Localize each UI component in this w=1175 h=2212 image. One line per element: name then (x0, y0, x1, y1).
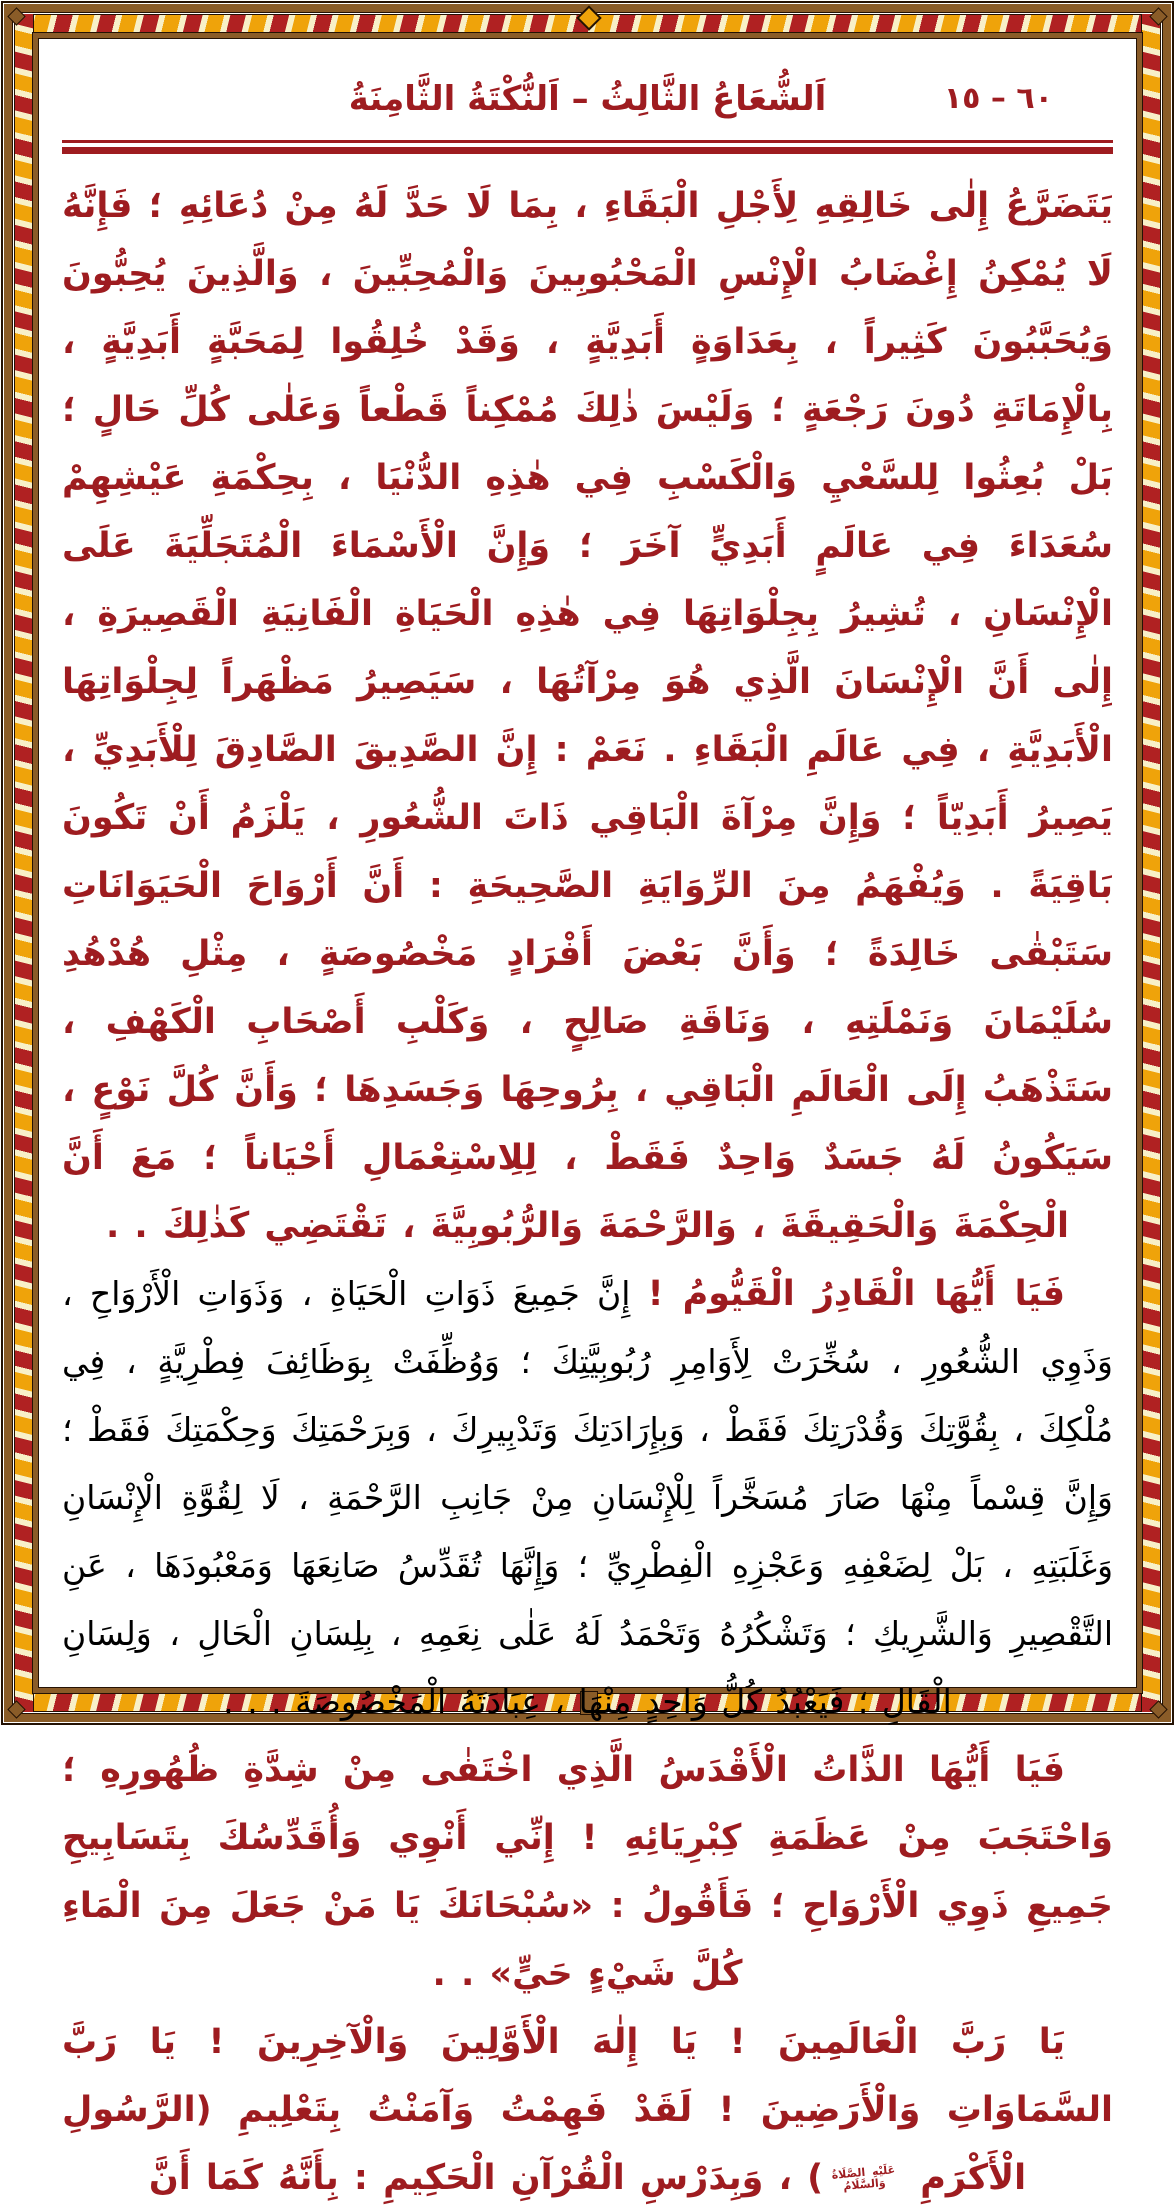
body-paragraph-3: فَيَا أَيُّهَا الذَّاتُ الْأَقْدَسُ الَّذِي اخْتَفٰى مِنْ شِدَّةِ ظُهُورِهِ ؛ وَاحْتَجَبَ مِنْ عَظَمَةِ كِبْرِيَائِهِ ! إِنِّي أَنْوِي وَأُقَدِّسُكَ بِتَسَابِيحِ جَمِيعِ ذَوِي الْأَرْوَاحِ ؛ فَأَقُولُ : «سُبْحَانَكَ يَا مَنْ جَعَلَ مِنَ الْمَاءِ كُلَّ شَيْءٍ حَيٍّ» . . (62, 1750, 1113, 1994)
page-content (40, 40, 1135, 2198)
body-paragraph-2-text: إِنَّ جَمِيعَ ذَوَاتِ الْحَيَاةِ ، وَذَوَاتِ الْأَرْوَاحِ ، وَذَوِي الشُّعُورِ ، سُخِّرَتْ لِأَوَامِرِ رُبُوبِيَّتِكَ ؛ وَوُظِّفَتْ بِوَظَائِفَ فِطْرِيَّةٍ ، فِي مُلْكِكَ ، بِقُوَّتِكَ وَقُدْرَتِكَ فَقَطْ ، وَبِإِرَادَتِكَ وَتَدْبِيرِكَ ، وَبِرَحْمَتِكَ وَحِكْمَتِكَ فَقَطْ ؛ وَإِنَّ قِسْماً مِنْهَا صَارَ مُسَخَّراً لِلْإِنْسَانِ مِنْ جَانِبِ الرَّحْمَةِ ، لَا لِقُوَّةِ الْإِنْسَانِ وَغَلَبَتِهِ ، بَلْ لِضَعْفِهِ وَعَجْزِهِ الْفِطْرِيِّ ؛ وَإِنَّهَا تُقَدِّسُ صَانِعَهَا وَمَعْبُودَهَا ، عَنِ التَّقْصِيرِ وَالشَّرِيكِ ؛ وَتَشْكُرُهُ وَتَحْمَدُ لَهُ عَلٰى نِعَمِهِ ، بِلِسَانِ الْحَالِ ، وَلِسَانِ الْقَالِ ؛ فَيَعْبُدُ كُلُّ وَاحِدٍ مِنْهَا ، عِبَادَتَهُ الْمَخْصُوصَةَ . . . (62, 1274, 1113, 1721)
body-paragraph-4-text-after-seal: ) ، وَبِدَرْسِ الْقُرْآنِ الْحَكِيمِ : بِأَنَّهُ كَمَا أَنَّ (148, 2158, 824, 2198)
body-paragraph-2 (62, 1260, 1113, 1736)
body-paragraph-4-text-before-seal: يَا رَبَّ الْعَالَمِينَ ! يَا إِلٰهَ الْأَوَّلِينَ وَالْآخِرِينَ ! يَا رَبَّ السَّمَاوَاتِ وَالْأَرَضِينَ ! لَقَدْ فَهِمْتُ وَآمَنْتُ بِتَعْلِيمِ (الرَّسُولِ الْأَكْرَمِ (62, 2022, 1113, 2198)
invocation-lead-qadir-qayyum: فَيَا أَيُّهَا الْقَادِرُ الْقَيُّومُ ! (647, 1274, 1065, 1314)
chain-border-left (14, 14, 34, 1712)
body-paragraph-1: يَتَضَرَّعُ إِلٰى خَالِقِهِ لِأَجْلِ الْبَقَاءِ ، بِمَا لَا حَدَّ لَهُ مِنْ دُعَائِهِ ؛ فَإِنَّهُ لَا يُمْكِنُ إِغْضَابُ الْإِنْسِ الْمَحْبُوبِينَ وَالْمُحِبِّينَ ، وَالَّذِينَ يُحِبُّونَ وَيُحَبَّبُونَ كَثِيراً ، بِعَدَاوَةٍ أَبَدِيَّةٍ ، وَقَدْ خُلِقُوا لِمَحَبَّةٍ أَبَدِيَّةٍ ، بِالْإِمَاتَةِ دُونَ رَجْعَةٍ ؛ وَلَيْسَ ذٰلِكَ مُمْكِناً قَطْعاً وَعَلٰى كُلِّ حَالٍ ؛ بَلْ بُعِثُوا لِلسَّعْيِ وَالْكَسْبِ فِي هٰذِهِ الدُّنْيَا ، بِحِكْمَةِ عَيْشِهِمْ سُعَدَاءَ فِي عَالَمٍ أَبَدِيٍّ آخَرَ ؛ وَإِنَّ الْأَسْمَاءَ الْمُتَجَلِّيَةَ عَلَى الْإِنْسَانِ ، تُشِيرُ بِجِلْوَاتِهَا فِي هٰذِهِ الْحَيَاةِ الْفَانِيَةِ الْقَصِيرَةِ ، إِلٰى أَنَّ الْإِنْسَانَ الَّذِي هُوَ مِرْآتُهَا ، سَيَصِيرُ مَظْهَراً لِجِلْوَاتِهَا الْأَبَدِيَّةِ ، فِي عَالَمِ الْبَقَاءِ . نَعَمْ : إِنَّ الصَّدِيقَ الصَّادِقَ لِلْأَبَدِيِّ ، يَصِيرُ أَبَدِيّاً ؛ وَإِنَّ مِرْآةَ الْبَاقِي ذَاتَ الشُّعُورِ ، يَلْزَمُ أَنْ تَكُونَ بَاقِيَةً . وَيُفْهَمُ مِنَ الرِّوَايَةِ الصَّحِيحَةِ : أَنَّ أَرْوَاحَ الْحَيَوَانَاتِ سَتَبْقٰى خَالِدَةً ؛ وَأَنَّ بَعْضَ أَفْرَادٍ مَخْصُوصَةٍ ، مِثْلِ هُدْهُدِ سُلَيْمَانَ وَنَمْلَتِهِ ، وَنَاقَةِ صَالِحٍ ، وَكَلْبِ أَصْحَابِ الْكَهْفِ ، سَتَذْهَبُ إِلَى الْعَالَمِ الْبَاقِي ، بِرُوحِهَا وَجَسَدِهَا ؛ وَأَنَّ كُلَّ نَوْعٍ ، سَيَكُونُ لَهُ جَسَدٌ وَاحِدٌ فَقَطْ ، لِلِاسْتِعْمَالِ أَحْيَاناً ؛ مَعَ أَنَّ الْحِكْمَةَ وَالْحَقِيقَةَ ، وَالرَّحْمَةَ وَالرُّبُوبِيَّةَ ، تَقْتَضِي كَذٰلِكَ . . (62, 186, 1113, 1246)
body-paragraph-4 (62, 2008, 1113, 2212)
header-divider-rule (62, 140, 1113, 154)
chain-border-right (1141, 14, 1161, 1712)
prophet-salutation-seal: عَلَيْهِ الصَّلَاةُ وَالسَّلَامُ (831, 2163, 896, 2193)
page-number: ٦٠ – ١٥ (943, 81, 1053, 116)
page-title: اَلشُّعَاعُ الثَّالِثُ – اَلنُّكْتَةُ الثَّامِنَةُ (348, 79, 827, 119)
page-header (62, 66, 1113, 132)
